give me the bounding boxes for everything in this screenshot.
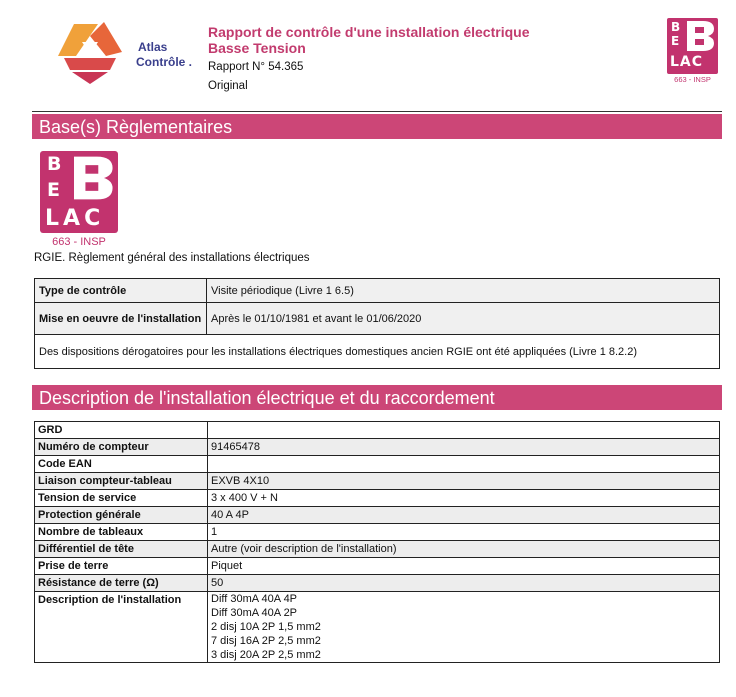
- brand-name: [136, 40, 192, 70]
- report-title: [208, 24, 529, 56]
- report-number: Rapport N° 54.365: [208, 61, 304, 73]
- belac-letter: E: [47, 179, 60, 201]
- row-value: Visite périodique (Livre 1 6.5): [207, 279, 720, 303]
- table-row: [35, 456, 720, 473]
- table-row: [35, 422, 720, 439]
- control-type-table: [34, 278, 720, 369]
- row-label: Mise en oeuvre de l'installation: [35, 303, 207, 335]
- table-row: [35, 279, 720, 303]
- row-value: [208, 456, 720, 473]
- row-value: 50: [208, 575, 720, 592]
- table-row: [35, 335, 720, 369]
- row-value: 3 x 400 V + N: [208, 490, 720, 507]
- rgie-text: RGIE. Règlement général des installations électriques: [34, 252, 310, 264]
- row-value: 1: [208, 524, 720, 541]
- belac-small-letter: C: [691, 54, 704, 70]
- description-line: 2 disj 10A 2P 1,5 mm2: [211, 621, 321, 633]
- table-row: [35, 524, 720, 541]
- belac-letter: L: [45, 206, 64, 231]
- installation-description: [208, 592, 720, 663]
- row-label: Numéro de compteur: [35, 439, 208, 456]
- belac-small-letter: B: [671, 20, 681, 34]
- belac-logo: [40, 151, 118, 233]
- belac-letter: B: [47, 153, 62, 175]
- report-meta: [208, 58, 303, 96]
- atlas-controle-logo: [54, 20, 126, 84]
- table-row: [35, 575, 720, 592]
- header-divider: [32, 111, 722, 112]
- table-row: [35, 439, 720, 456]
- row-value: Après le 01/10/1981 et avant le 01/06/2020: [207, 303, 720, 335]
- belac-b-shape: [74, 155, 114, 201]
- row-value: 40 A 4P: [208, 507, 720, 524]
- belac-small-logo: [667, 18, 718, 74]
- brand-line-2: Contrôle .: [136, 55, 192, 69]
- table-row: [35, 303, 720, 335]
- belac-letter: A: [63, 206, 85, 231]
- description-line: 3 disj 20A 2P 2,5 mm2: [211, 649, 321, 661]
- section-title-description: Description de l'installation électrique et du raccordement: [32, 385, 722, 410]
- description-line: Diff 30mA 40A 2P: [211, 607, 298, 619]
- row-value: 91465478: [208, 439, 720, 456]
- row-label: Description de l'installation: [35, 592, 208, 663]
- table-row: [35, 507, 720, 524]
- table-row: [35, 490, 720, 507]
- brand-line-1: Atlas: [138, 40, 168, 54]
- report-title-line-2: Basse Tension: [208, 40, 306, 56]
- row-label: GRD: [35, 422, 208, 439]
- row-value: [208, 422, 720, 439]
- row-label: Nombre de tableaux: [35, 524, 208, 541]
- row-value: Piquet: [208, 558, 720, 575]
- belac-small-letter: A: [679, 54, 692, 70]
- report-status: Original: [208, 80, 248, 92]
- row-label: Liaison compteur-tableau: [35, 473, 208, 490]
- row-label: Tension de service: [35, 490, 208, 507]
- belac-small-letter: L: [670, 54, 680, 70]
- derogation-note: Des dispositions dérogatoires pour les installations électriques domestiques ancien RGIE ont été appliquées (Livre 1 8.2.2): [35, 335, 720, 369]
- row-label: Résistance de terre (Ω): [35, 575, 208, 592]
- table-row: [35, 541, 720, 558]
- report-title-line-1: Rapport de contrôle d'une installation électrique: [208, 24, 530, 40]
- table-row: [35, 473, 720, 490]
- row-label: Prise de terre: [35, 558, 208, 575]
- table-row: [35, 558, 720, 575]
- belac-small-caption: 663 - INSP: [674, 75, 711, 84]
- belac-letter: C: [84, 206, 105, 231]
- row-label: Type de contrôle: [35, 279, 207, 303]
- belac-caption: 663 - INSP: [52, 236, 106, 248]
- installation-table: [34, 421, 720, 663]
- row-label: Différentiel de tête: [35, 541, 208, 558]
- belac-small-letter: E: [671, 34, 680, 48]
- row-label: Code EAN: [35, 456, 208, 473]
- description-line: Diff 30mA 40A 4P: [211, 593, 298, 605]
- table-row: [35, 592, 720, 663]
- description-line: 7 disj 16A 2P 2,5 mm2: [211, 635, 321, 647]
- row-value: EXVB 4X10: [208, 473, 720, 490]
- row-label: Protection générale: [35, 507, 208, 524]
- belac-small-b-shape: [687, 21, 715, 51]
- section-title-base-reglementaires: Base(s) Règlementaires: [32, 114, 722, 139]
- row-value: Autre (voir description de l'installation): [208, 541, 720, 558]
